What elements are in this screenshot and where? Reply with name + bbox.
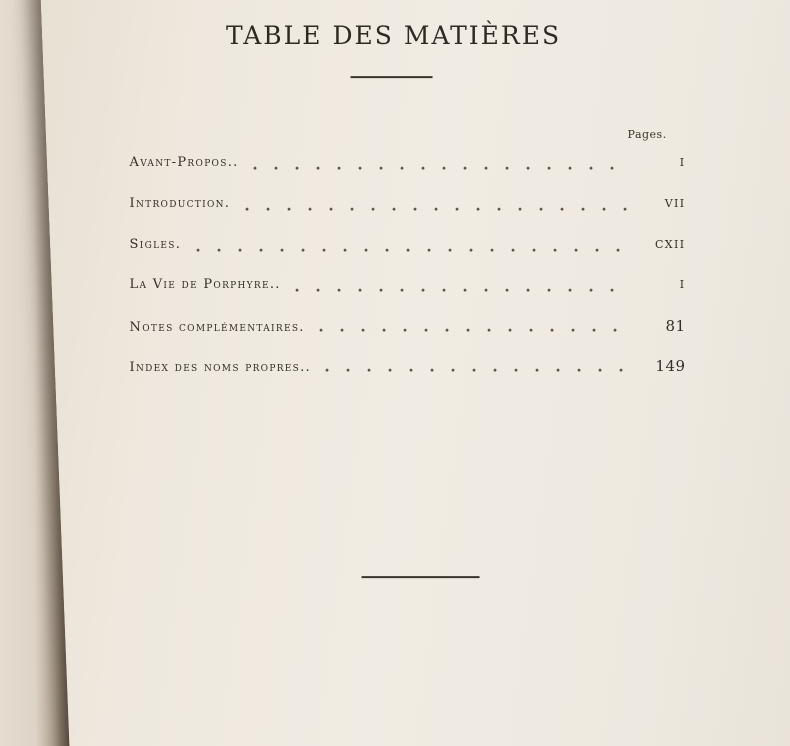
dot-leader	[317, 364, 628, 372]
toc-entry-label: La Vie de Porphyre..	[129, 277, 281, 293]
title-underline-rule	[351, 76, 433, 78]
dot-leader	[245, 162, 628, 170]
toc-entry-sigles	[130, 237, 686, 259]
toc-entry-page: I	[679, 278, 686, 292]
bottom-rule	[362, 576, 480, 578]
toc-entry-notes	[130, 317, 686, 339]
toc-entry-page: 149	[655, 357, 686, 376]
toc-entry-label: Notes complémentaires.	[129, 320, 305, 336]
book-page	[40, 0, 790, 746]
toc-entry-label: Index des noms propres..	[129, 360, 311, 376]
toc-entry-label: Avant-Propos..	[129, 155, 239, 171]
toc-entry-avant-propos	[130, 155, 686, 177]
pages-column-header: Pages.	[627, 128, 667, 142]
dot-leader	[287, 284, 628, 292]
page-title: TABLE DES MATIÈRES	[225, 21, 562, 51]
toc-entry-label: Introduction.	[129, 196, 231, 212]
toc-entry-introduction	[130, 196, 686, 218]
toc-entry-page: I	[679, 156, 686, 170]
dot-leader	[187, 244, 627, 252]
toc-entry-label: Sigles.	[129, 237, 182, 253]
dot-leader	[236, 203, 627, 211]
toc-entry-index	[130, 357, 686, 379]
toc-entry-vie-de-porphyre	[130, 277, 686, 299]
toc-entry-page: 81	[665, 317, 686, 336]
toc-entry-page: VII	[664, 197, 686, 211]
dot-leader	[311, 324, 628, 332]
toc-entry-page: CXII	[654, 238, 686, 252]
page-content	[54, 0, 790, 711]
